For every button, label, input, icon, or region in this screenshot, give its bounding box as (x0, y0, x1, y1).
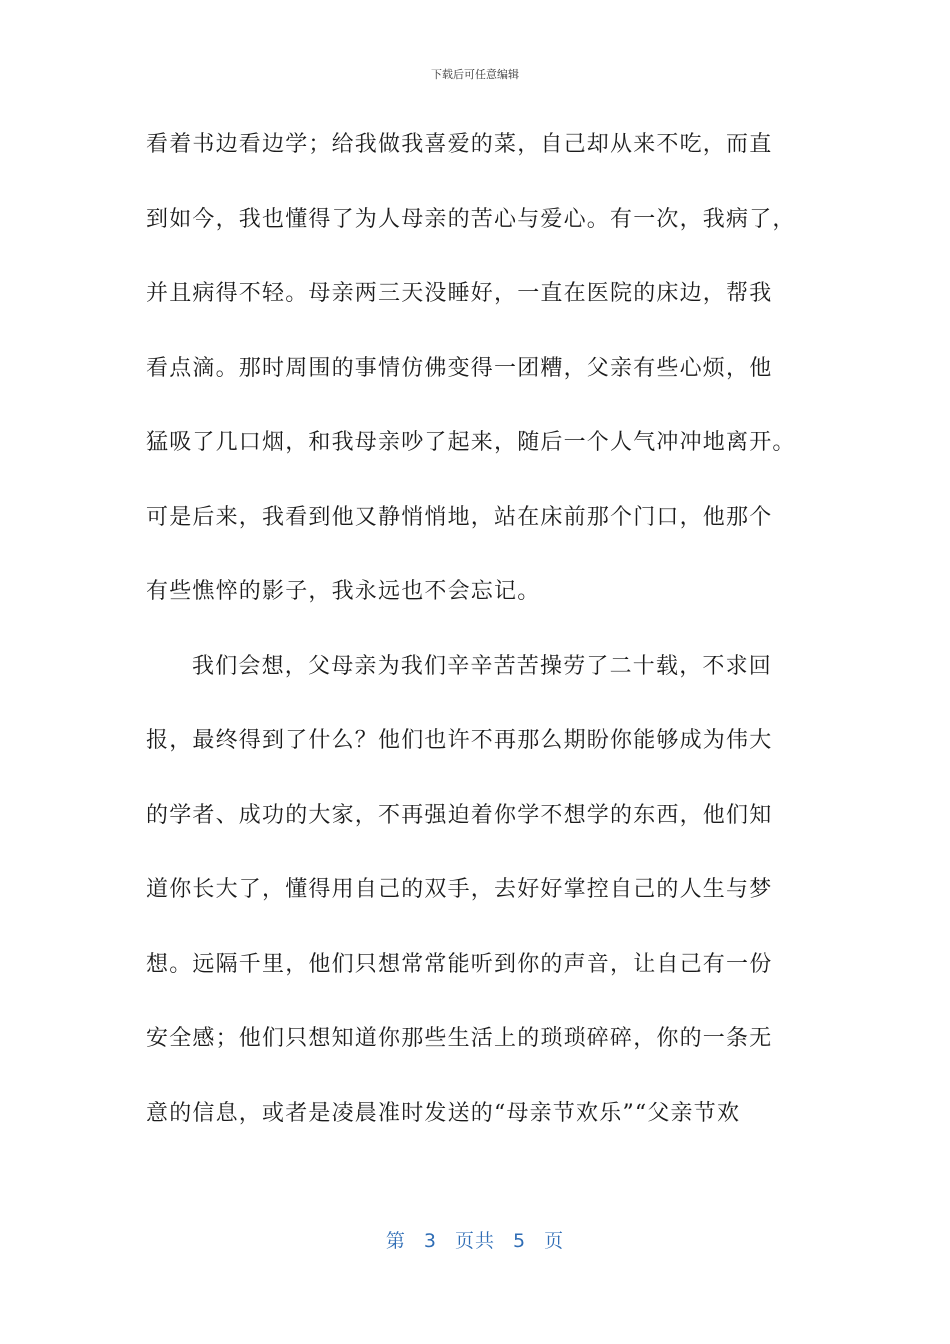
text-line: 看着书边看边学；给我做我喜爱的菜，自己却从来不吃，而直 (146, 132, 773, 157)
text-line: 有些憔悴的影子，我永远也不会忘记。 (146, 579, 541, 604)
text-line: 到如今，我也懂得了为人母亲的苦心与爱心。有一次，我病了， (146, 206, 796, 232)
text-line: 看点滴。那时周围的事情仿佛变得一团糟，父亲有些心烦，他 (146, 355, 773, 381)
document-body (146, 125, 811, 1168)
total-pages-number: 5 (513, 1230, 527, 1252)
current-page-number: 3 (423, 1230, 437, 1252)
page-footer (0, 1226, 950, 1253)
text-line: 想。远隔千里，他们只想常常能听到你的声音，让自己有一份 (146, 951, 773, 977)
text-line: 并且病得不轻。母亲两三天没睡好，一直在医院的床边，帮我 (146, 281, 773, 306)
paragraph-first-line: 我们会想，父母亲为我们辛辛苦苦操劳了二十载，不求回 (192, 653, 773, 679)
text-line: 道你长大了，懂得用自己的双手，去好好掌控自己的人生与梦 (146, 877, 773, 902)
text-line: 安全感；他们只想知道你那些生活上的琐琐碎碎，你的一条无 (146, 1026, 773, 1051)
page-header: 下载后可任意编辑 (431, 68, 519, 81)
text-line: 报，最终得到了什么？他们也许不再那么期盼你能够成为伟大 (146, 728, 773, 753)
page-mid: 页共 (454, 1230, 495, 1252)
text-line: 的学者、成功的大家，不再强迫着你学不想学的东西，他们知 (146, 802, 773, 828)
text-line: 可是后来，我看到他又静悄悄地，站在床前那个门口，他那个 (146, 504, 773, 530)
page-prefix: 第 (385, 1230, 406, 1252)
text-line: 意的信息，或者是凌晨准时发送的“母亲节欢乐”“父亲节欢 (146, 1100, 741, 1126)
text-line: 猛吸了几口烟，和我母亲吵了起来，随后一个人气冲冲地离开。 (146, 430, 796, 455)
page-suffix: 页 (544, 1230, 565, 1252)
